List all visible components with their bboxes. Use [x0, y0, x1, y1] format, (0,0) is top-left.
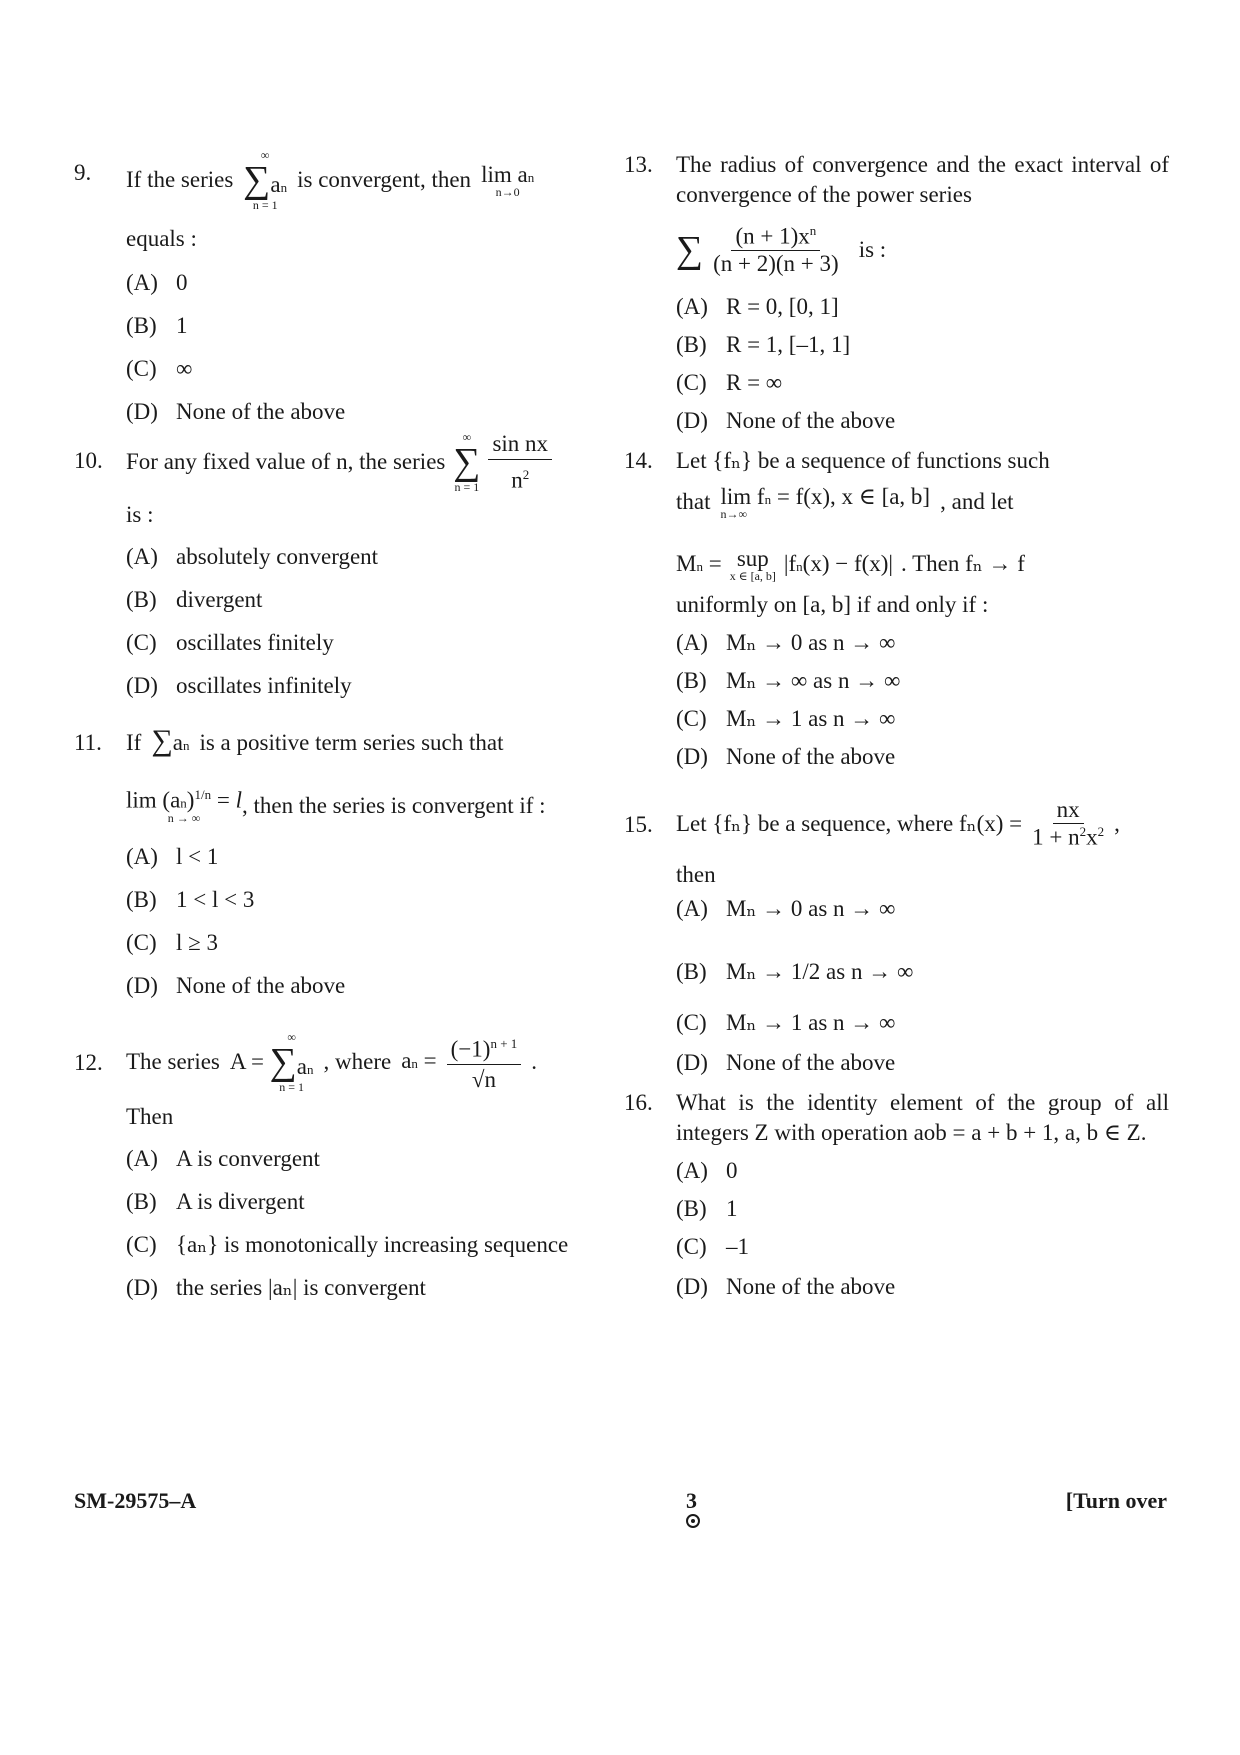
question-text: , then the series is convergent if : — [241, 793, 546, 818]
question-10 — [74, 432, 619, 714]
question-13 — [624, 150, 1169, 444]
fraction-fn: $\frac{nx}{1 + n^2x^2}$ — [1032, 797, 1105, 850]
option-d[interactable]: (D) None of the above — [126, 973, 346, 998]
option-d[interactable]: (D) None of the above — [676, 744, 896, 769]
option-b[interactable]: (B) Mₙ → ∞ as n → ∞ — [676, 668, 901, 693]
option-d[interactable]: (D) oscillates infinitely — [126, 673, 352, 698]
question-text: is : — [858, 237, 887, 262]
question-text: is convergent, then — [297, 167, 472, 192]
fraction-power-series: $\frac{(n + 1)x^n}{(n + 2)(n + 3)}$ — [713, 223, 839, 276]
option-a[interactable]: (A) 0 — [676, 1158, 738, 1183]
question-text: The series — [126, 1049, 220, 1074]
option-a[interactable]: (A) 0 — [126, 270, 188, 295]
question-text: If — [126, 730, 142, 755]
sup-expression: sup x ∈ [a, b] — [729, 545, 776, 583]
question-text: uniformly on [a, b] if and only if : — [676, 592, 989, 617]
limit-expression: lim an n→0 — [481, 161, 535, 199]
paper-code: SM-29575–A — [74, 1488, 197, 1513]
question-text: , where — [323, 1049, 392, 1074]
option-b[interactable]: (B) 1 — [676, 1196, 738, 1221]
sigma-symbol: ∑ — [676, 229, 704, 271]
option-d[interactable]: (D) None of the above — [676, 1050, 896, 1075]
question-text: that — [676, 489, 711, 514]
turn-over-label: [Turn over — [1065, 1488, 1167, 1513]
question-number: 11. — [74, 730, 102, 755]
question-number: 10. — [74, 448, 103, 473]
question-9 — [74, 148, 619, 424]
option-a[interactable]: (A) absolutely convergent — [126, 544, 379, 569]
question-text: is : — [126, 502, 154, 527]
question-12: 12. The series A = ∞ ∑an n = 1 , where an = $\frac{(-1)^{n + 1}}{√n}$ . Then (A) A is convergent (B) A is divergent (C) {aₙ} is monotonically increasing sequence (D) the series |aₙ| is convergent — [74, 1026, 619, 1316]
option-a[interactable]: (A) l < 1 — [126, 844, 219, 869]
option-b[interactable]: (B) A is divergent — [126, 1189, 305, 1214]
question-14: 14. Let {fₙ} be a sequence of functions such that lim fn = f(x), x ∈ [a, b] n→∞ , and let Mn = sup x ∈ [a, b] |fn(x) − f(x)| . Then fₙ → f uniformly on [a, b] if and only if : (A) Mₙ → 0 as n → ∞ (B) Mₙ → ∞ as n → ∞ (C) Mₙ → 1 as n → ∞ (D) None of the above — [624, 446, 1169, 780]
sum-expression: ∞ ∑ n = 1 — [453, 430, 481, 494]
question-text: Then — [126, 1104, 174, 1129]
question-number: 13. — [624, 152, 653, 177]
left-column — [74, 150, 619, 1316]
question-11 — [74, 722, 619, 1014]
question-text: Let {fₙ} be a sequence of functions such — [676, 448, 1050, 473]
option-a[interactable]: (A) R = 0, [0, 1] — [676, 294, 839, 319]
option-d[interactable]: (D) None of the above — [676, 408, 896, 433]
option-a[interactable]: (A) Mₙ → 0 as n → ∞ — [676, 896, 896, 921]
option-b[interactable]: (B) Mₙ → 1/2 as n → ∞ — [676, 959, 914, 984]
option-b[interactable]: (B) 1 < l < 3 — [126, 887, 255, 912]
question-text: , and let — [940, 489, 1014, 514]
option-d[interactable]: (D) None of the above — [676, 1274, 896, 1299]
fraction-an: $\frac{(-1)^{n + 1}}{√n}$ — [447, 1029, 522, 1096]
question-15: 15. Let {fₙ} be a sequence, where fₙ(x) = $\frac{nx}{1 + n^2x^2}$ , then (A) Mₙ → 0 as n → ∞ (B) Mₙ → 1/2 as n → ∞ (C) Mₙ → 1 as n → ∞ (D) None of the above — [624, 794, 1169, 1088]
option-c[interactable]: (C) –1 — [676, 1234, 749, 1259]
option-d[interactable]: (D) the series |aₙ| is convergent — [126, 1275, 426, 1300]
sum-expression: ∞ ∑an n = 1 — [269, 1030, 314, 1094]
option-c[interactable]: (C) l ≥ 3 — [126, 930, 219, 955]
right-column — [624, 150, 1169, 1310]
option-a[interactable]: (A) Mₙ → 0 as n → ∞ — [676, 630, 896, 655]
question-text: . Then fₙ → f — [901, 551, 1025, 576]
question-number: 14. — [624, 448, 653, 473]
option-c[interactable]: (C) oscillates finitely — [126, 630, 334, 655]
question-text: then — [676, 862, 716, 887]
option-c[interactable]: (C) ∞ — [126, 356, 193, 381]
question-text: equals : — [126, 226, 197, 251]
option-d[interactable]: (D) None of the above — [126, 399, 346, 424]
option-b[interactable]: (B) R = 1, [–1, 1] — [676, 332, 851, 357]
limit-expression: lim fn = f(x), x ∈ [a, b] n→∞ — [720, 483, 931, 521]
question-number: 12. — [74, 1050, 103, 1075]
sum-expression: ∑an — [151, 723, 190, 757]
question-text: is a positive term series such that — [199, 730, 504, 755]
question-text: For any fixed value of n, the series — [126, 449, 446, 474]
option-b[interactable]: (B) 1 — [126, 313, 188, 338]
page-number: 3 — [686, 1488, 697, 1513]
fraction-sin-nx-over-n2: $\frac{\text{sin nx}}{n^2}$ — [488, 429, 552, 496]
option-b[interactable]: (B) divergent — [126, 587, 263, 612]
circle-dot-icon — [686, 1514, 700, 1528]
question-number: 9. — [74, 160, 92, 185]
page-footer — [74, 1488, 1167, 1528]
question-number: 15. — [624, 812, 653, 837]
option-c[interactable]: (C) Mₙ → 1 as n → ∞ — [676, 1010, 896, 1035]
question-number: 16. — [624, 1090, 653, 1115]
question-16 — [624, 1088, 1169, 1310]
option-c[interactable]: (C) Mₙ → 1 as n → ∞ — [676, 706, 896, 731]
question-text: What is the identity element of the group of all integers Z with operation aob = a + b + 1, a, b ∈ Z. — [676, 1090, 1169, 1145]
option-c[interactable]: (C) {aₙ} is monotonically increasing sequence — [126, 1232, 569, 1257]
option-a[interactable]: (A) A is convergent — [126, 1146, 320, 1171]
option-c[interactable]: (C) R = ∞ — [676, 370, 783, 395]
question-text: If the series — [126, 167, 234, 192]
question-text: The radius of convergence and the exact interval of convergence of the power series — [676, 152, 1169, 207]
limit-expression: lim (an)$^{1/n}$ = l n → ∞ — [126, 787, 242, 825]
question-text: Let {fₙ} be a sequence, where fₙ(x) = — [676, 811, 1023, 836]
sum-expression: ∞ ∑an n = 1 — [243, 148, 288, 212]
